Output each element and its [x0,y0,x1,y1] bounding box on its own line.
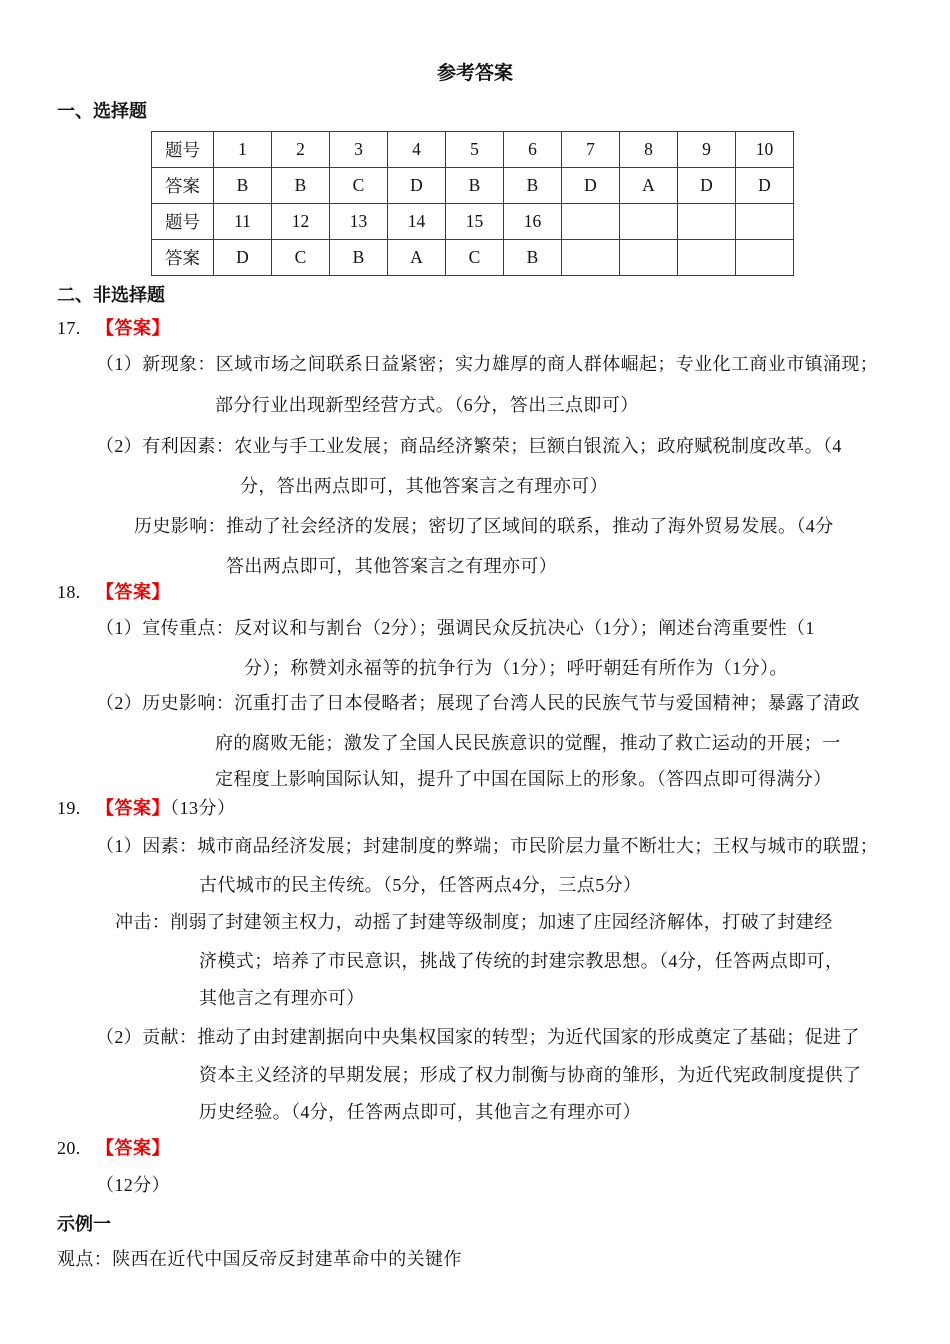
table-cell: B [214,168,272,204]
table-cell [620,240,678,276]
table-cell: C [330,168,388,204]
answer-line: （2）历史影响：沉重打击了日本侵略者；展现了台湾人民的民族气节与爱国精神；暴露了清政 [96,693,860,713]
table-cell: C [446,240,504,276]
table-cell [562,240,620,276]
table-cell: B [446,168,504,204]
table-cell: D [388,168,446,204]
answer-line: （2）有利因素：农业与手工业发展；商品经济繁荣；巨额白银流入；政府赋税制度改革。（4 [96,436,842,456]
table-cell: D [678,168,736,204]
answer-tag: 【答案】 [96,798,170,818]
section-heading-choice: 一、选择题 [57,101,147,122]
table-header-cell: 答案 [152,168,214,204]
table-row [152,132,794,168]
page-title: 参考答案 [436,62,513,84]
question-19-header [57,796,236,820]
answer-line: 分，答出两点即可，其他答案言之有理亦可） [240,476,608,496]
table-cell: D [214,240,272,276]
table-cell: 12 [272,204,330,240]
table-cell [736,204,794,240]
choice-answer-table [151,131,794,276]
table-cell: 2 [272,132,330,168]
example-heading: 示例一 [57,1214,111,1235]
answer-line: 历史经验。（4分，任答两点即可，其他言之有理亦可） [199,1102,641,1122]
question-number: 20. [57,1138,81,1158]
answer-line: 冲击：削弱了封建领主权力，动摇了封建等级制度；加速了庄园经济解体，打破了封建经 [115,912,833,932]
answer-line: 分）；称赞刘永福等的抗争行为（1分）；呼吁朝廷有所作为（1分）。 [244,658,788,678]
answer-line: 资本主义经济的早期发展；形成了权力制衡与协商的雏形，为近代宪政制度提供了 [199,1065,862,1085]
question-17-header [57,316,170,340]
answer-tag: 【答案】 [96,1138,170,1158]
answer-line: （1）新现象：区域市场之间联系日益紧密；实力雄厚的商人群体崛起；专业化工商业市镇涌现； [96,354,879,374]
answer-line: 古代城市的民主传统。（5分，任答两点4分，三点5分） [199,875,642,895]
answer-line: 历史影响：推动了社会经济的发展；密切了区域间的联系，推动了海外贸易发展。（4分 [134,516,834,536]
table-cell: B [272,168,330,204]
question-number: 18. [57,582,81,602]
answer-tag: 【答案】 [96,582,170,602]
table-cell: 14 [388,204,446,240]
table-cell: 4 [388,132,446,168]
table-cell: 3 [330,132,388,168]
table-cell: 7 [562,132,620,168]
table-cell: B [504,168,562,204]
table-cell [678,204,736,240]
viewpoint-line: 观点：陕西在近代中国反帝反封建革命中的关键作 [57,1249,462,1269]
table-cell: 16 [504,204,562,240]
table-cell: 13 [330,204,388,240]
table-row [152,240,794,276]
answer-line: 其他言之有理亦可） [199,988,365,1008]
question-18-header [57,580,170,604]
table-cell [620,204,678,240]
table-header-cell: 答案 [152,240,214,276]
table-row [152,204,794,240]
answer-score: （13分） [170,798,236,818]
question-20-header [57,1136,170,1160]
table-cell: 15 [446,204,504,240]
table-cell: 6 [504,132,562,168]
table-cell [562,204,620,240]
table-cell: A [388,240,446,276]
table-row [152,168,794,204]
table-cell: D [736,168,794,204]
table-cell: 11 [214,204,272,240]
question-number: 17. [57,318,81,338]
section-heading-non-choice: 二、非选择题 [57,285,165,306]
table-cell: D [562,168,620,204]
answer-line: 定程度上影响国际认知，提升了中国在国际上的形象。（答四点即可得满分） [215,769,832,789]
answer-line: （12分） [96,1175,170,1195]
table-cell: C [272,240,330,276]
table-cell: 8 [620,132,678,168]
table-cell: B [330,240,388,276]
answer-line: （1）因素：城市商品经济发展；封建制度的弊端；市民阶层力量不断壮大；王权与城市的联盟； [96,836,879,856]
table-header-cell: 题号 [152,132,214,168]
answer-line: （1）宣传重点：反对议和与割台（2分）；强调民众反抗决心（1分）；阐述台湾重要性（1 [96,618,815,638]
table-cell [678,240,736,276]
answer-line: （2）贡献：推动了由封建割据向中央集权国家的转型；为近代国家的形成奠定了基础；促进了 [96,1027,860,1047]
table-cell [736,240,794,276]
answer-tag: 【答案】 [96,318,170,338]
table-cell: B [504,240,562,276]
table-cell: 1 [214,132,272,168]
answer-line: 部分行业出现新型经营方式。（6分，答出三点即可） [215,395,639,415]
table-cell: 9 [678,132,736,168]
table-cell: 10 [736,132,794,168]
table-cell: 5 [446,132,504,168]
answer-line: 济模式；培养了市民意识，挑战了传统的封建宗教思想。（4分，任答两点即可， [199,951,844,971]
table-header-cell: 题号 [152,204,214,240]
answer-line: 答出两点即可，其他答案言之有理亦可） [226,556,558,576]
answer-line: 府的腐败无能；激发了全国人民民族意识的觉醒，推动了救亡运动的开展；一 [215,733,841,753]
question-number: 19. [57,798,81,818]
table-cell: A [620,168,678,204]
